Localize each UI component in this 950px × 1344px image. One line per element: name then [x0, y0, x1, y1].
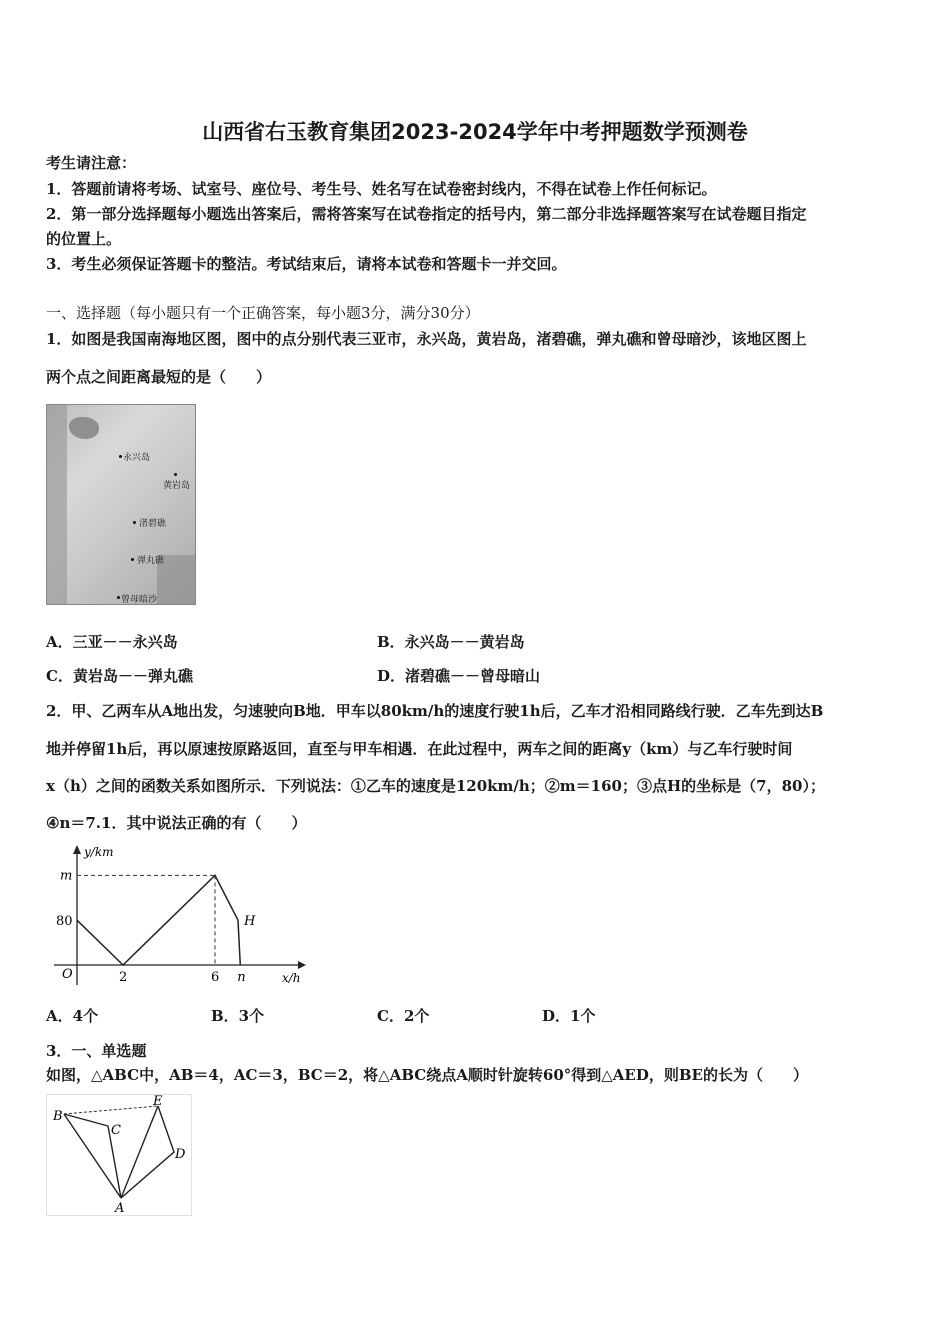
point-c-label: C: [111, 1123, 121, 1138]
map-label-zhubi: 渚碧礁: [139, 519, 167, 529]
south-china-sea-map: [46, 404, 196, 605]
distance-time-graph: [46, 840, 308, 990]
section-heading: 一、选择题（每小题只有一个正确答案，每小题3分，满分30分）: [46, 304, 480, 322]
map-label-huangyan: 黄岩岛: [163, 481, 191, 491]
question-3-heading: 3．一、单选题: [46, 1042, 147, 1060]
triangle-aed: [121, 1106, 174, 1198]
q2-option-a: A．4个: [46, 1007, 99, 1025]
q1-option-d: D．渚碧礁－－曾母暗山: [377, 667, 541, 685]
map-label-zengmu: 曾母暗沙: [121, 595, 158, 605]
point-a-label: A: [115, 1201, 125, 1216]
q1-option-b: B．永兴岛－－黄岩岛: [377, 633, 525, 651]
question-2-text: x（h）之间的函数关系如图所示．下列说法：①乙车的速度是120km/h；②m＝160；③点H的坐标是（7，80）；: [46, 777, 825, 795]
q2-option-d: D．1个: [542, 1007, 596, 1025]
notice-item: 3．考生必须保证答题卡的整洁。考试结束后，请将本试卷和答题卡一并交回。: [46, 255, 567, 273]
notice-item: 的位置上。: [46, 230, 122, 248]
map-label-danwan: 弹丸礁: [137, 556, 165, 566]
q2-option-b: B．3个: [211, 1007, 265, 1025]
notice-item: 2．第一部分选择题每小题选出答案后，需将答案写在试卷指定的括号内，第二部分非选择题答案写在试卷题目指定: [46, 205, 807, 223]
y-axis-arrow: [73, 845, 81, 854]
point-b-label: B: [53, 1109, 63, 1124]
n-label: n: [237, 970, 246, 985]
h-point-label: H: [244, 914, 256, 930]
distance-series-line: [77, 875, 240, 965]
map-label-yongxing: 永兴岛: [123, 453, 151, 463]
q1-option-a: A．三亚－－永兴岛: [46, 633, 178, 651]
point-d-label: D: [175, 1147, 186, 1162]
x2-label: 2: [119, 970, 128, 985]
y80-label: 80: [56, 914, 73, 930]
triangle-rotation-figure: [46, 1094, 192, 1216]
page-title: 山西省右玉教育集团2023-2024学年中考押题数学预测卷: [202, 120, 748, 144]
q2-option-c: C．2个: [377, 1007, 430, 1025]
x-axis-arrow: [298, 961, 306, 969]
m-label: m: [60, 868, 73, 884]
question-1-text: 两个点之间距离最短的是（ ）: [46, 368, 272, 386]
notice-heading: 考生请注意：: [46, 154, 137, 172]
y-axis-label: y/km: [84, 845, 114, 859]
x-axis-label: x/h: [282, 971, 301, 985]
x6-label: 6: [211, 970, 220, 985]
q1-option-c: C．黄岩岛－－弹丸礁: [46, 667, 193, 685]
question-3-text: 如图，△ABC中，AB＝4，AC＝3，BC＝2，将△ABC绕点A顺时针旋转60°得到△AED，则BE的长为（ ）: [46, 1066, 808, 1084]
notice-item: 1．答题前请将考场、试室号、座位号、考生号、姓名写在试卷密封线内，不得在试卷上作任何标记。: [46, 180, 717, 198]
origin-label: O: [62, 967, 73, 982]
question-2-text: 地并停留1h后，再以原速按原路返回，直至与甲车相遇．在此过程中，两车之间的距离y（km）与乙车行驶时间: [46, 740, 793, 758]
question-2-text: ④n＝7.1．其中说法正确的有（ ）: [46, 814, 307, 832]
question-1-text: 1．如图是我国南海地区图，图中的点分别代表三亚市，永兴岛，黄岩岛，渚碧礁，弹丸礁和曾母暗沙，该地区图上: [46, 330, 807, 348]
point-e-label: E: [153, 1094, 163, 1109]
segment-be: [64, 1106, 158, 1114]
question-2-text: 2．甲、乙两车从A地出发，匀速驶向B地．甲车以80km/h的速度行驶1h后，乙车才沿相同路线行驶．乙车先到达B: [46, 702, 824, 720]
